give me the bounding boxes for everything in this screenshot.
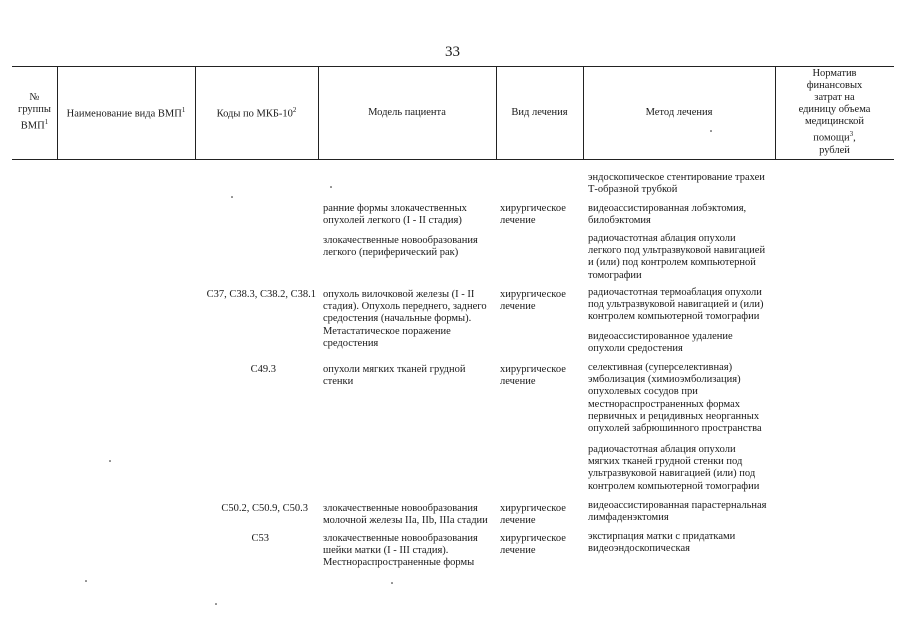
scan-speck xyxy=(330,186,332,188)
header-group-number: № группы ВМП$^1$ xyxy=(18,92,51,132)
patient-model-cell: злокачественные новообразования шейки матки (I - III стадия). Местнораспространенные формы xyxy=(323,533,478,569)
scan-speck xyxy=(215,603,217,605)
method-cell: видеоассистированное удаление опухоли средостения xyxy=(588,331,733,355)
treatment-type-cell: хирургическое лечение xyxy=(500,364,566,388)
icd-code-cell: C53 xyxy=(251,533,269,544)
table-header-bottom-border xyxy=(12,159,894,160)
method-cell: радиочастотная аблация опухоли легкого под ультразвуковой навигацией и (или) под контролем компьютерной томографии xyxy=(588,233,766,281)
header-financial-norm: Норматив финансовых затрат на единицу объема медицинской помощи$^3$, рублей xyxy=(798,68,871,156)
patient-model-cell: ранние формы злокачественных опухолей легкого (I - II стадия) xyxy=(323,203,467,227)
method-cell: радиочастотная термоаблация опухоли под ультразвуковой навигацией и (или) контролем компьютерной томографии xyxy=(588,287,764,323)
header-patient-model: Модель пациента xyxy=(368,106,446,118)
scan-speck xyxy=(710,130,712,132)
header-icd-codes: Коды по МКБ-$10^2$ xyxy=(216,106,297,120)
patient-model-cell: злокачественные новообразования легкого (периферический рак) xyxy=(323,235,478,259)
method-cell: радиочастотная аблация опухоли мягких тканей грудной стенки под ультразвуковой навигацией (или) под контролем компьютерной томографии xyxy=(588,444,760,492)
method-cell: эндоскопическое стентирование трахеи Т-образной трубкой xyxy=(588,172,765,196)
method-cell: видеоассистированная лобэктомия, билобэктомия xyxy=(588,203,747,227)
treatment-type-cell: хирургическое лечение xyxy=(500,203,566,227)
treatment-type-cell: хирургическое лечение xyxy=(500,503,566,527)
treatment-type-cell: хирургическое лечение xyxy=(500,533,566,557)
icd-code-cell: C49.3 xyxy=(250,364,276,375)
method-cell: селективная (суперселективная) эмболизация (химиоэмболизация) опухолевых сосудов при местнораспространенных формах первичных и рецидивных неорганных опухолей забрюшинного пространства xyxy=(588,362,762,435)
page-number: 33 xyxy=(445,44,460,60)
scan-speck xyxy=(109,460,111,462)
patient-model-cell: опухоль вилочковой железы (I - II стадия). Опухоль переднего, заднего средостения (начальные формы). Метастатическое поражение средостения xyxy=(323,289,487,349)
method-cell: экстирпация матки с придатками видеоэндоскопическая xyxy=(588,531,736,555)
treatment-type-cell: хирургическое лечение xyxy=(500,289,566,313)
icd-code-cell: C37, C38.3, C38.2, C38.1 xyxy=(206,289,316,300)
scan-speck xyxy=(231,196,233,198)
method-cell: видеоассистированная парастернальная лимфаденэктомия xyxy=(588,500,767,524)
header-treatment-type: Вид лечения xyxy=(511,106,568,118)
scan-speck xyxy=(85,580,87,582)
header-treatment-method: Метод лечения xyxy=(645,106,713,118)
scan-speck xyxy=(391,582,393,584)
patient-model-cell: злокачественные новообразования молочной железы IIa, IIb, IIIa стадии xyxy=(323,503,488,527)
icd-code-cell: C50.2, C50.9, C50.3 xyxy=(221,503,308,514)
header-vmp-name: Наименование вида ВМП$^1$ xyxy=(66,106,186,120)
patient-model-cell: опухоли мягких тканей грудной стенки xyxy=(323,364,466,388)
